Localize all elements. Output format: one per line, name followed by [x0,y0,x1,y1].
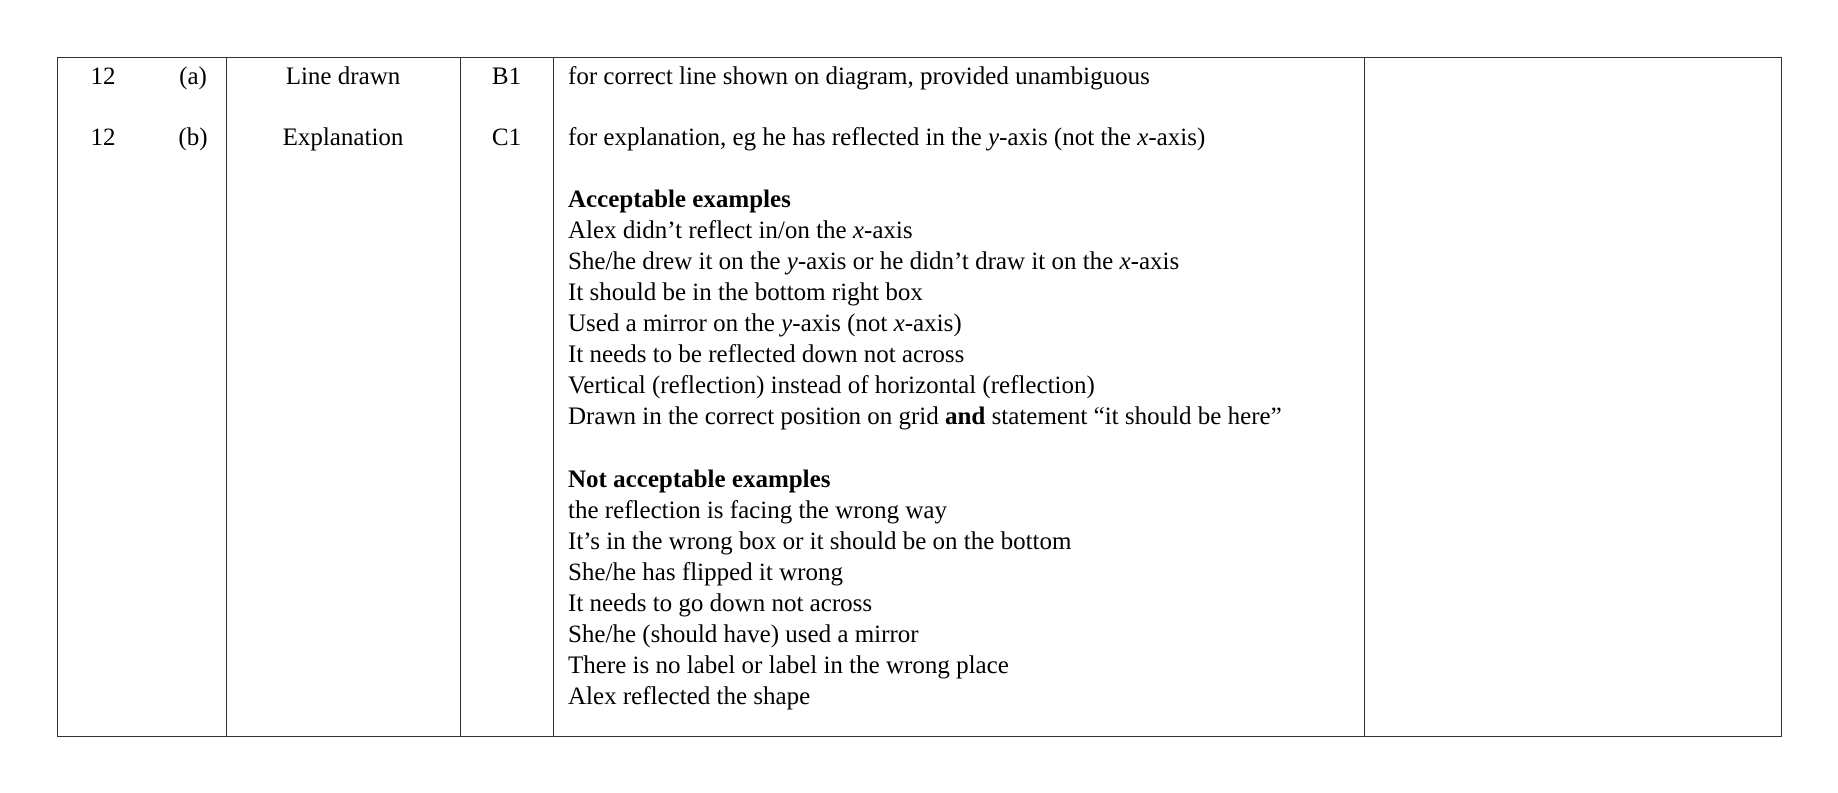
not-acceptable-item: She/he has flipped it wrong [568,559,843,586]
notes-text: -axis) [1148,124,1206,151]
working-cell: Line drawn [285,63,401,90]
not-acceptable-item: It needs to go down not across [568,590,873,617]
acceptable-examples [568,184,1282,432]
question-number: 12 [90,63,116,90]
acceptable-item: Vertical (reflection) instead of horizontal (reflection) [568,372,1095,399]
column-divider [553,58,554,736]
acceptable-item: Used a mirror on the y-axis (not x-axis) [568,310,962,337]
not-acceptable-item: Alex reflected the shape [568,683,811,710]
acceptable-item: She/he drew it on the y-axis or he didn’t draw it on the x-axis [568,248,1180,275]
acceptable-item: It should be in the bottom right box [568,279,923,306]
question-number: 12 [90,124,116,151]
notes-text: -axis (not the [999,124,1138,151]
question-part: (b) [178,124,208,151]
mark-cell: B1 [491,63,522,90]
acceptable-item: Drawn in the correct position on grid and statement “it should be here” [568,403,1282,430]
not-acceptable-item: It’s in the wrong box or it should be on the bottom [568,528,1072,555]
mark-scheme-table [57,57,1782,737]
working-cell: Explanation [282,124,404,151]
not-acceptable-heading: Not acceptable examples [568,466,831,493]
acceptable-item: It needs to be reflected down not across [568,341,965,368]
notes-cell [568,122,1205,153]
column-divider [226,58,227,736]
not-acceptable-examples [568,464,1071,712]
acceptable-item: Alex didn’t reflect in/on the x-axis [568,217,913,244]
not-acceptable-item: She/he (should have) used a mirror [568,621,919,648]
notes-variable: y [987,124,1000,151]
guidance-cell [1364,58,1783,736]
notes-text: for explanation, eg he has reflected in the [568,124,988,151]
not-acceptable-item: the reflection is facing the wrong way [568,497,948,524]
notes-cell: for correct line shown on diagram, provided unambiguous [568,63,1150,90]
column-divider [460,58,461,736]
question-part: (a) [179,63,207,90]
acceptable-heading: Acceptable examples [568,186,791,213]
mark-cell: C1 [491,124,522,151]
notes-variable: x [1137,124,1149,151]
not-acceptable-item: There is no label or label in the wrong place [568,652,1009,679]
